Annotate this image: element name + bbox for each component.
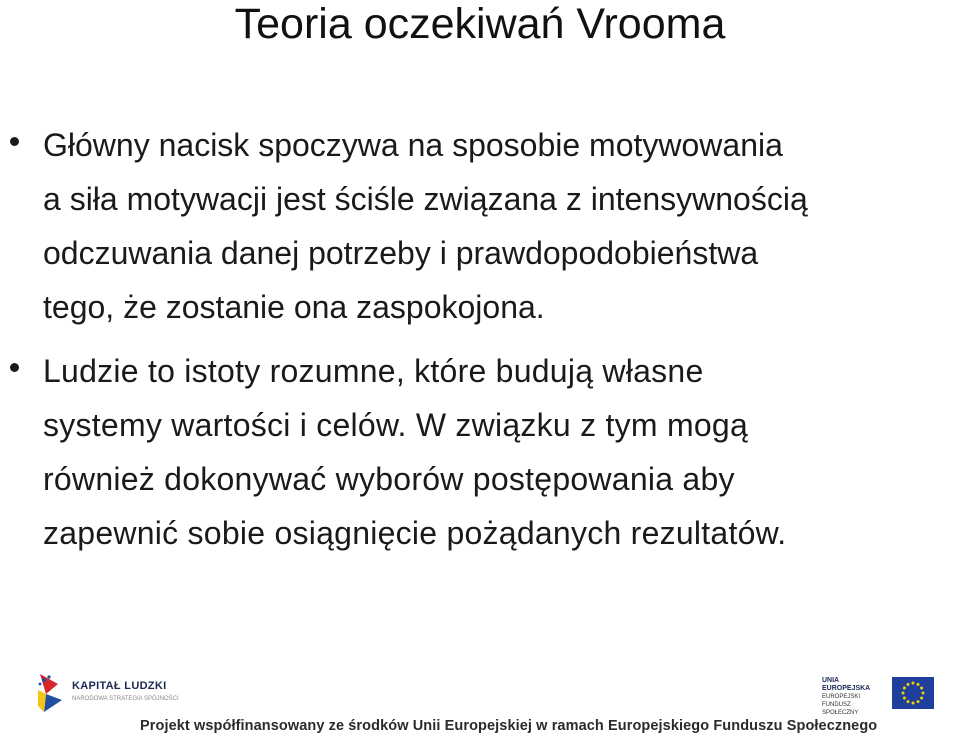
bullet-line: a siła motywacji jest ściśle związana z intensywnością	[43, 181, 808, 217]
kapital-ludzki-name: KAPITAŁ LUDZKI	[72, 680, 167, 692]
cofinance-text: Projekt współfinansowany ze środków Unii Europejskiej w ramach Europejskiego Funduszu Społecznego	[140, 718, 878, 734]
bullet-line: tego, że zostanie ona zaspokojona.	[43, 289, 545, 325]
bullet-line: odczuwania danej potrzeby i prawdopodobieństwa	[43, 235, 759, 271]
eu-text	[822, 677, 888, 717]
eu-logo	[822, 677, 934, 716]
bullet-item	[0, 118, 960, 334]
kapital-ludzki-subtitle: NARODOWA STRATEGIA SPÓJNOŚCI	[72, 696, 179, 702]
faint-footer-text	[330, 657, 630, 667]
eu-flag-icon	[892, 677, 934, 709]
bullet-line: systemy wartości i celów. W związku z tym mogą	[43, 407, 748, 443]
bullet-item	[0, 344, 960, 560]
eu-line3: FUNDUSZ SPOŁECZNY	[822, 702, 859, 716]
kapital-ludzki-logo	[30, 670, 210, 716]
bullet-line: również dokonywać wyborów postępowania aby	[43, 461, 735, 497]
footer	[0, 640, 960, 743]
bullet-dot-icon	[10, 363, 19, 372]
bullet-dot-icon	[10, 137, 19, 146]
bullet-line: zapewnić sobie osiągnięcie pożądanych rezultatów.	[43, 515, 787, 551]
eu-line2: EUROPEJSKI	[822, 694, 861, 700]
eu-line1: UNIA EUROPEJSKA	[822, 677, 871, 692]
bullet-line: Główny nacisk spoczywa na sposobie motywowania	[43, 127, 783, 163]
bullet-line: Ludzie to istoty rozumne, które budują własne	[43, 353, 704, 389]
bullet-list	[0, 118, 960, 570]
slide-title: Teoria oczekiwań Vrooma	[234, 0, 726, 48]
kapital-ludzki-mark-icon	[36, 670, 64, 716]
